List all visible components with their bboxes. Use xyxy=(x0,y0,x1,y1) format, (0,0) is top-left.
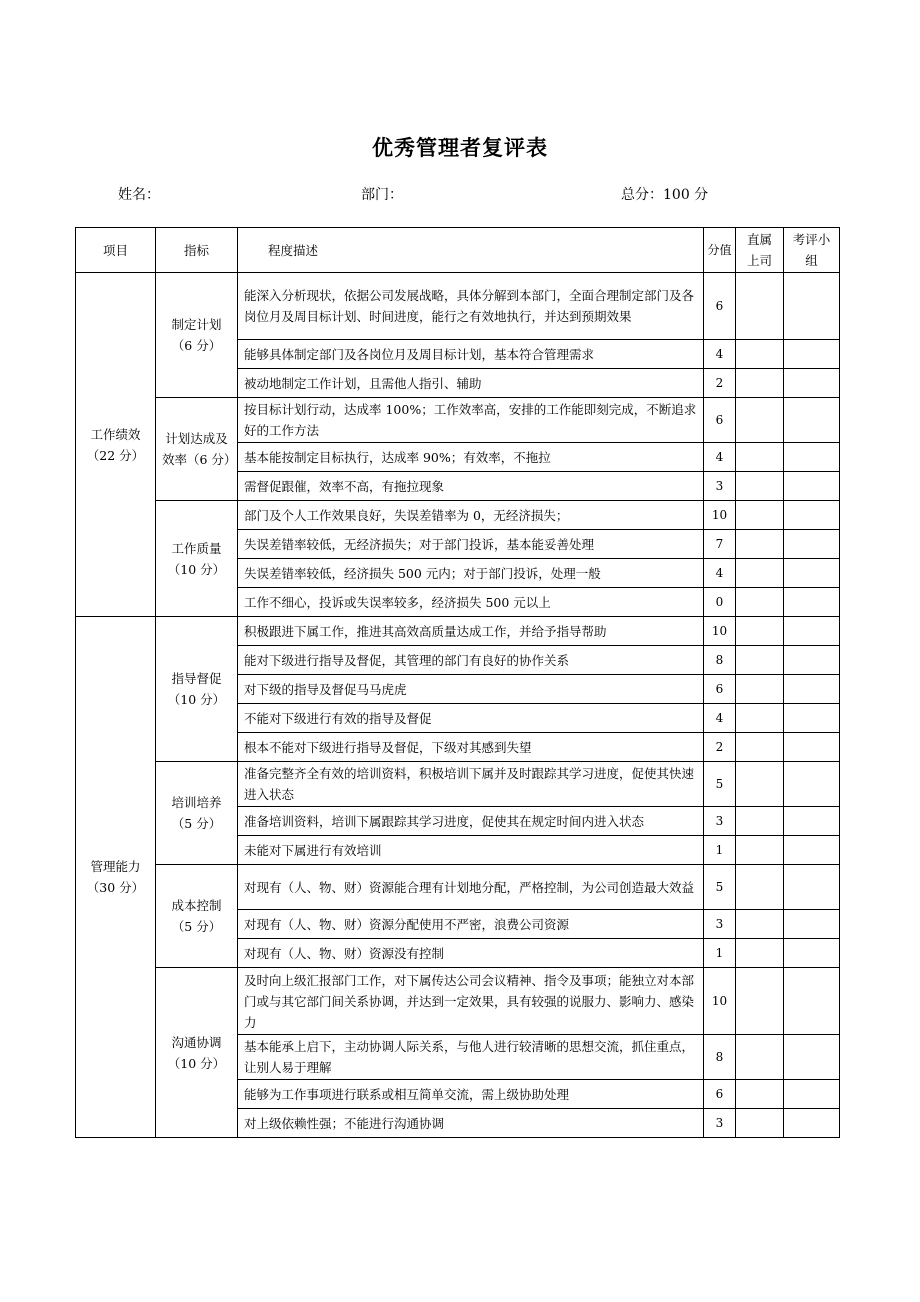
panel-score-cell[interactable] xyxy=(784,733,840,762)
description-cell: 对现有（人、物、财）资源没有控制 xyxy=(238,939,704,968)
panel-score-cell[interactable] xyxy=(784,910,840,939)
table-row xyxy=(76,273,840,340)
group-management-ability: 管理能力（30 分） xyxy=(76,617,156,1138)
description-cell: 基本能按制定目标执行，达成率 90%；有效率，不拖拉 xyxy=(238,443,704,472)
panel-score-cell[interactable] xyxy=(784,646,840,675)
header-panel: 考评小组 xyxy=(784,228,840,273)
panel-score-cell[interactable] xyxy=(784,762,840,807)
points-cell: 3 xyxy=(704,807,736,836)
panel-score-cell[interactable] xyxy=(784,807,840,836)
description-cell: 失误差错率较低，无经济损失；对于部门投诉，基本能妥善处理 xyxy=(238,530,704,559)
description-cell: 基本能承上启下，主动协调人际关系，与他人进行较清晰的思想交流，抓住重点，让别人易于理解 xyxy=(238,1035,704,1080)
description-cell: 积极跟进下属工作，推进其高效高质量达成工作，并给予指导帮助 xyxy=(238,617,704,646)
panel-score-cell[interactable] xyxy=(784,1109,840,1138)
evaluation-table xyxy=(75,227,840,1138)
group-work-performance: 工作绩效（22 分） xyxy=(76,273,156,617)
panel-score-cell[interactable] xyxy=(784,530,840,559)
panel-score-cell[interactable] xyxy=(784,443,840,472)
supervisor-score-cell[interactable] xyxy=(736,675,784,704)
description-cell: 按目标计划行动，达成率 100%；工作效率高，安排的工作能即刻完成，不断追求好的工作方法 xyxy=(238,398,704,443)
supervisor-score-cell[interactable] xyxy=(736,273,784,340)
supervisor-score-cell[interactable] xyxy=(736,472,784,501)
table-row xyxy=(76,501,840,530)
supervisor-score-cell[interactable] xyxy=(736,807,784,836)
points-cell: 2 xyxy=(704,369,736,398)
points-cell: 5 xyxy=(704,865,736,910)
panel-score-cell[interactable] xyxy=(784,588,840,617)
description-cell: 失误差错率较低，经济损失 500 元内；对于部门投诉，处理一般 xyxy=(238,559,704,588)
description-cell: 被动地制定工作计划，且需他人指引、辅助 xyxy=(238,369,704,398)
table-row xyxy=(76,968,840,1035)
panel-score-cell[interactable] xyxy=(784,501,840,530)
supervisor-score-cell[interactable] xyxy=(736,1109,784,1138)
supervisor-score-cell[interactable] xyxy=(736,1080,784,1109)
supervisor-score-cell[interactable] xyxy=(736,646,784,675)
supervisor-score-cell[interactable] xyxy=(736,340,784,369)
points-cell: 8 xyxy=(704,646,736,675)
points-cell: 5 xyxy=(704,762,736,807)
description-cell: 准备培训资料，培训下属跟踪其学习进度，促使其在规定时间内进入状态 xyxy=(238,807,704,836)
supervisor-score-cell[interactable] xyxy=(736,588,784,617)
indicator-training: 培训培养（5 分） xyxy=(156,762,238,865)
panel-score-cell[interactable] xyxy=(784,865,840,910)
supervisor-score-cell[interactable] xyxy=(736,530,784,559)
points-cell: 3 xyxy=(704,910,736,939)
supervisor-score-cell[interactable] xyxy=(736,1035,784,1080)
description-cell: 能对下级进行指导及督促，其管理的部门有良好的协作关系 xyxy=(238,646,704,675)
panel-score-cell[interactable] xyxy=(784,617,840,646)
points-cell: 0 xyxy=(704,588,736,617)
panel-score-cell[interactable] xyxy=(784,968,840,1035)
description-cell: 不能对下级进行有效的指导及督促 xyxy=(238,704,704,733)
department-label: 部门： xyxy=(361,187,403,203)
indicator-communication: 沟通协调（10 分） xyxy=(156,968,238,1138)
header-indicator: 指标 xyxy=(156,228,238,273)
supervisor-score-cell[interactable] xyxy=(736,836,784,865)
supervisor-score-cell[interactable] xyxy=(736,968,784,1035)
panel-score-cell[interactable] xyxy=(784,273,840,340)
table-row xyxy=(76,617,840,646)
supervisor-score-cell[interactable] xyxy=(736,501,784,530)
indicator-planning: 制定计划（6 分） xyxy=(156,273,238,398)
table-row xyxy=(76,762,840,807)
panel-score-cell[interactable] xyxy=(784,704,840,733)
panel-score-cell[interactable] xyxy=(784,836,840,865)
panel-score-cell[interactable] xyxy=(784,1035,840,1080)
points-cell: 3 xyxy=(704,472,736,501)
panel-score-cell[interactable] xyxy=(784,939,840,968)
points-cell: 8 xyxy=(704,1035,736,1080)
supervisor-score-cell[interactable] xyxy=(736,733,784,762)
points-cell: 10 xyxy=(704,617,736,646)
total-score-label: 总分：100 分 xyxy=(621,187,709,203)
points-cell: 6 xyxy=(704,675,736,704)
description-cell: 能深入分析现状，依据公司发展战略，具体分解到本部门，全面合理制定部门及各岗位月及周目标计划、时间进度，能行之有效地执行，并达到预期效果 xyxy=(238,273,704,340)
description-cell: 对现有（人、物、财）资源能合理有计划地分配，严格控制，为公司创造最大效益 xyxy=(238,865,704,910)
header-item: 项目 xyxy=(76,228,156,273)
description-cell: 未能对下属进行有效培训 xyxy=(238,836,704,865)
points-cell: 6 xyxy=(704,273,736,340)
name-label: 姓名： xyxy=(118,187,160,203)
points-cell: 6 xyxy=(704,398,736,443)
points-cell: 7 xyxy=(704,530,736,559)
supervisor-score-cell[interactable] xyxy=(736,559,784,588)
points-cell: 4 xyxy=(704,443,736,472)
supervisor-score-cell[interactable] xyxy=(736,617,784,646)
indicator-cost-control: 成本控制（5 分） xyxy=(156,865,238,968)
panel-score-cell[interactable] xyxy=(784,369,840,398)
panel-score-cell[interactable] xyxy=(784,675,840,704)
table-header-row xyxy=(76,228,840,273)
points-cell: 10 xyxy=(704,968,736,1035)
supervisor-score-cell[interactable] xyxy=(736,762,784,807)
points-cell: 4 xyxy=(704,340,736,369)
header-supervisor: 直属上司 xyxy=(736,228,784,273)
supervisor-score-cell[interactable] xyxy=(736,369,784,398)
supervisor-score-cell[interactable] xyxy=(736,704,784,733)
description-cell: 对现有（人、物、财）资源分配使用不严密，浪费公司资源 xyxy=(238,910,704,939)
description-cell: 根本不能对下级进行指导及督促，下级对其感到失望 xyxy=(238,733,704,762)
points-cell: 3 xyxy=(704,1109,736,1138)
points-cell: 4 xyxy=(704,559,736,588)
points-cell: 2 xyxy=(704,733,736,762)
description-cell: 能够为工作事项进行联系或相互简单交流，需上级协助处理 xyxy=(238,1080,704,1109)
description-cell: 及时向上级汇报部门工作，对下属传达公司会议精神、指令及事项；能独立对本部门或与其它部门间关系协调，并达到一定效果，具有较强的说服力、影响力、感染力 xyxy=(238,968,704,1035)
points-cell: 1 xyxy=(704,836,736,865)
form-title: 优秀管理者复评表 xyxy=(372,136,548,160)
description-cell: 对下级的指导及督促马马虎虎 xyxy=(238,675,704,704)
supervisor-score-cell[interactable] xyxy=(736,443,784,472)
description-cell: 对上级依赖性强；不能进行沟通协调 xyxy=(238,1109,704,1138)
indicator-plan-achievement: 计划达成及效率（6 分） xyxy=(156,398,238,501)
panel-score-cell[interactable] xyxy=(784,340,840,369)
indicator-guidance: 指导督促（10 分） xyxy=(156,617,238,762)
panel-score-cell[interactable] xyxy=(784,559,840,588)
table-row xyxy=(76,398,840,443)
supervisor-score-cell[interactable] xyxy=(736,910,784,939)
description-cell: 能够具体制定部门及各岗位月及周目标计划，基本符合管理需求 xyxy=(238,340,704,369)
panel-score-cell[interactable] xyxy=(784,472,840,501)
table-row xyxy=(76,865,840,910)
panel-score-cell[interactable] xyxy=(784,1080,840,1109)
description-cell: 需督促跟催，效率不高，有拖拉现象 xyxy=(238,472,704,501)
supervisor-score-cell[interactable] xyxy=(736,865,784,910)
indicator-work-quality: 工作质量（10 分） xyxy=(156,501,238,617)
supervisor-score-cell[interactable] xyxy=(736,398,784,443)
supervisor-score-cell[interactable] xyxy=(736,939,784,968)
points-cell: 10 xyxy=(704,501,736,530)
description-cell: 部门及个人工作效果良好，失误差错率为 0，无经济损失； xyxy=(238,501,704,530)
header-description: 程度描述 xyxy=(238,228,704,273)
description-cell: 准备完整齐全有效的培训资料，积极培训下属并及时跟踪其学习进度，促使其快速进入状态 xyxy=(238,762,704,807)
description-cell: 工作不细心，投诉或失误率较多，经济损失 500 元以上 xyxy=(238,588,704,617)
header-points: 分值 xyxy=(704,228,736,273)
points-cell: 4 xyxy=(704,704,736,733)
points-cell: 6 xyxy=(704,1080,736,1109)
points-cell: 1 xyxy=(704,939,736,968)
panel-score-cell[interactable] xyxy=(784,398,840,443)
